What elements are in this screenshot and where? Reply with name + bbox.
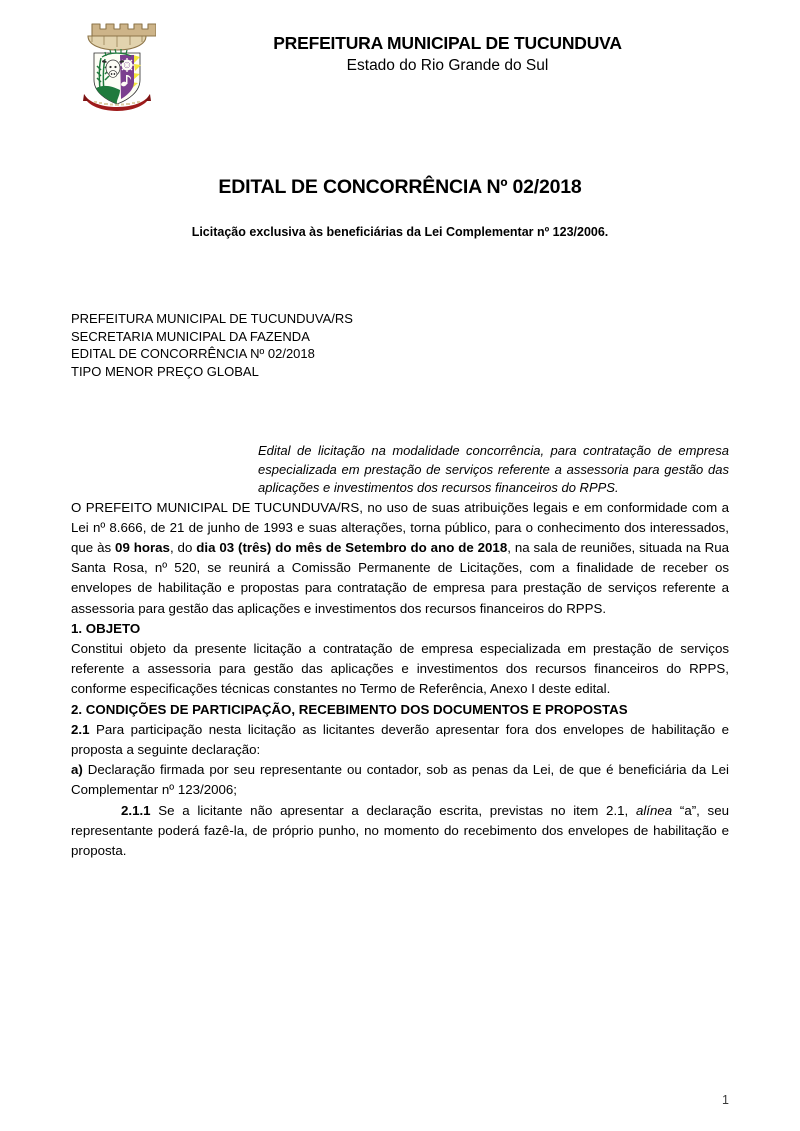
header-titles bbox=[166, 33, 729, 76]
page-number: 1 bbox=[722, 1093, 729, 1107]
document-content bbox=[71, 0, 729, 861]
identification-block bbox=[71, 310, 729, 380]
organization-name: PREFEITURA MUNICIPAL DE TUCUNDUVA bbox=[273, 33, 622, 53]
page-subtitle: Licitação exclusiva às beneficiárias da Lei Complementar nº 123/2006. bbox=[191, 225, 609, 239]
section-2-heading: 2. CONDIÇÕES DE PARTICIPAÇÃO, RECEBIMENTO DOS DOCUMENTOS E PROPOSTAS bbox=[71, 701, 628, 717]
preamble-part-2: , do bbox=[169, 539, 197, 555]
identification-line: EDITAL DE CONCORRÊNCIA Nº 02/2018 bbox=[71, 346, 315, 362]
item-2-1-number: 2.1 bbox=[71, 721, 90, 737]
preamble-date: dia 03 (três) do mês de Setembro do ano de 2018 bbox=[196, 539, 508, 555]
preamble-part-3: , na sala de reuniões, situada na Rua Santa Rosa, nº 520, se reunirá a Comissão Permanente de Licitações, com a finalidade de receber os envelopes de habilitação e propostas para contratação de empresa para prestação de serviços referente a assessoria para gestão das aplicações e investimentos dos recursos financeiros do RPPS. bbox=[71, 539, 729, 616]
item-2-1-1-text-after: “a”, seu representante poderá fazê-la, de próprio punho, no momento do recebimento dos envelopes de habilitação e proposta. bbox=[71, 802, 729, 858]
state-name: Estado do Rio Grande do Sul bbox=[346, 56, 549, 74]
item-2-1-1-text-before: Se a licitante não apresentar a declaração escrita, previstas no item 2.1, bbox=[150, 802, 636, 818]
item-2-1-1-italic: alínea bbox=[635, 802, 673, 818]
object-description: Edital de licitação na modalidade concorrência, para contratação de empresa especializada em prestação de serviços referente a assessoria para gestão das aplicações e investimentos dos recursos financeiros do RPPS. bbox=[258, 443, 729, 496]
page-title: EDITAL DE CONCORRÊNCIA Nº 02/2018 bbox=[218, 176, 582, 198]
document-header bbox=[71, 0, 729, 120]
item-2-1-text: Para participação nesta licitação as licitantes deverão apresentar fora dos envelopes de habilitação e proposta a seguinte declaração: bbox=[71, 721, 729, 757]
preamble-paragraph bbox=[71, 498, 729, 619]
section-1-heading: 1. OBJETO bbox=[71, 620, 141, 636]
item-a-number: a) bbox=[71, 762, 83, 778]
preamble-part-1: O PREFEITO MUNICIPAL DE TUCUNDUVA/RS, no uso de suas atribuições legais e em conformidade com a Lei nº 8.666, de 21 de junho de 1993 e suas alterações, torna público, para o conhecimento dos interessados, que às bbox=[71, 499, 729, 555]
identification-line: SECRETARIA MUNICIPAL DA FAZENDA bbox=[71, 328, 310, 344]
preamble-time: 09 horas bbox=[115, 539, 170, 555]
item-2-1-paragraph bbox=[71, 720, 729, 760]
section-1-body: Constitui objeto da presente licitação a contratação de empresa especializada em prestação de serviços referente a assessoria para gestão das aplicações e investimentos dos recursos financeiros do RPPS, conforme especificações técnicas constantes no Termo de Referência, Anexo I deste edital. bbox=[71, 640, 729, 697]
item-2-1-1-number: 2.1.1 bbox=[121, 802, 151, 818]
identification-line: PREFEITURA MUNICIPAL DE TUCUNDUVA/RS bbox=[71, 311, 353, 326]
item-2-1-1-paragraph bbox=[71, 801, 729, 862]
coat-of-arms-icon bbox=[78, 18, 156, 113]
item-a-text: Declaração firmada por seu representante ou contador, sob as penas da Lei, de que é beneficiária da Lei Complementar nº 123/2006; bbox=[71, 762, 729, 798]
item-a-paragraph bbox=[71, 760, 729, 800]
identification-line: TIPO MENOR PREÇO GLOBAL bbox=[71, 363, 259, 379]
